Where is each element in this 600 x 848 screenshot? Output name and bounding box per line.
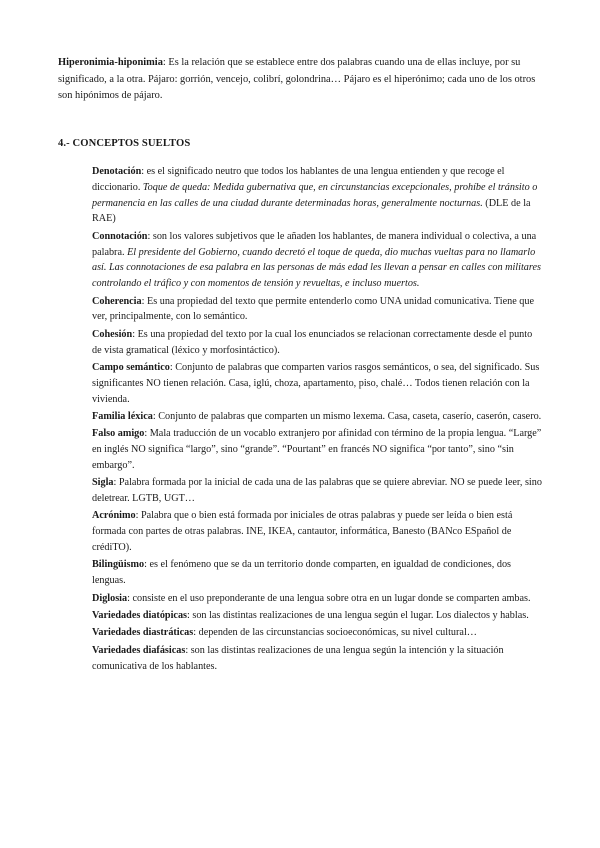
concept-example: Toque de queda: Medida gubernativa que, en circunstancias excepcionales, prohíbe el tránsito o permanencia en las calles de una ciudad durante determinadas horas, generalmente nocturnas. bbox=[92, 181, 538, 209]
concept-text: : Palabra formada por la inicial de cada una de las palabras que se quiere abreviar. NO se puede leer, sino deletrear. LGTB, UGT… bbox=[92, 477, 542, 505]
concept-sigla bbox=[92, 475, 544, 507]
intro-paragraph bbox=[58, 55, 542, 105]
intro-term: Hiperonimia-hiponimia bbox=[58, 57, 163, 68]
concept-denotacion bbox=[92, 164, 544, 227]
concept-text: : consiste en el uso preponderante de una lengua sobre otra en un lugar donde se comparten ambas. bbox=[127, 592, 531, 604]
concept-term: Diglosia bbox=[92, 592, 128, 604]
concept-term: Familia léxica bbox=[92, 410, 153, 422]
concept-term: Denotación bbox=[92, 166, 142, 177]
concept-term: Bilingüismo bbox=[92, 559, 145, 571]
concept-coherencia bbox=[92, 294, 544, 326]
concept-text: : es el significado neutro que todos los hablantes de una lengua entienden y que recoge el diccionario. bbox=[92, 166, 505, 193]
concept-text: : son las distintas realizaciones de una lengua según la intención y la situación comunicativa de los hablantes. bbox=[92, 644, 504, 672]
concept-variedades-diastraticas bbox=[92, 625, 544, 641]
concept-term: Cohesión bbox=[92, 328, 133, 340]
concept-text: : son las distintas realizaciones de una lengua según el lugar. Los dialectos y hablas. bbox=[187, 610, 529, 622]
concept-source: (DLE de la RAE) bbox=[92, 197, 531, 225]
concept-term: Variedades diatópicas bbox=[92, 610, 187, 622]
concept-term: Falso amigo bbox=[92, 428, 145, 440]
section-heading: 4.- CONCEPTOS SUELTOS bbox=[58, 138, 191, 149]
concept-acronimo bbox=[92, 508, 544, 555]
concept-example: El presidente del Gobierno, cuando decretó el toque de queda, dio muchas vueltas para no llamarlo así. Las connotaciones de esa palabra en las personas de más edad les llevan a pensar en calles con militares controlando el tráfico y con momentos de tensión y revueltas, e incluso muertos. bbox=[92, 246, 541, 290]
concept-bilinguismo bbox=[92, 557, 544, 589]
concept-variedades-diatopicas bbox=[92, 608, 544, 624]
concept-text: : Es una propiedad del texto por la cual los enunciados se relacionan correctamente desde el punto de vista gramatical (léxico y morfosintáctico). bbox=[92, 328, 533, 356]
concept-text: : dependen de las circunstancias socioeconómicas, su nivel cultural… bbox=[193, 627, 477, 639]
concept-diglosia bbox=[92, 591, 544, 607]
concept-falso-amigo bbox=[92, 426, 544, 473]
concept-campo-semantico bbox=[92, 360, 544, 407]
concept-familia-lexica bbox=[92, 409, 544, 425]
concept-term: Variedades diafásicas bbox=[92, 644, 186, 656]
concept-variedades-diafasicas bbox=[92, 643, 544, 675]
concept-term: Acrónimo bbox=[92, 510, 136, 522]
concept-connotacion bbox=[92, 229, 544, 292]
concept-term: Variedades diastráticas bbox=[92, 627, 194, 639]
concept-text: : Palabra que o bien está formada por iniciales de otras palabras y puede ser leída o bien está formada con partes de otras palabras. INE, IKEA, cantautor, informática, Banesto (BANco ESpañol de crédiTO). bbox=[92, 510, 513, 554]
concept-cohesion bbox=[92, 327, 544, 359]
concept-text: : Es una propiedad del texto que permite entenderlo como UNA unidad comunicativa. Tiene que ver, principalmente, con lo semántico. bbox=[92, 295, 535, 323]
concept-text: : es el fenómeno que se da un territorio donde comparten, en igualdad de condiciones, dos lenguas. bbox=[92, 559, 512, 587]
concept-term: Sigla bbox=[92, 477, 114, 489]
concept-text: : Mala traducción de un vocablo extranjero por afinidad con término de la propia lengua. “Large” en inglés NO significa “largo”, sino “grande”. “Pourtant” en francés NO significa “por tanto”, sino “sin embargo”. bbox=[92, 428, 542, 471]
concept-text: : Conjunto de palabras que comparten varios rasgos semánticos, o sea, del significado. Sus significantes NO tienen relación. Casa, iglú, choza, apartamento, piso, chalé… Todos tienen relación con la vivienda. bbox=[92, 361, 540, 405]
concept-text: : Conjunto de palabras que comparten un mismo lexema. Casa, caseta, caserío, caserón, casero. bbox=[152, 410, 542, 422]
concepts-list bbox=[92, 164, 544, 676]
concept-text: : son los valores subjetivos que le añaden los hablantes, de manera individual o colectiva, a una palabra. bbox=[92, 230, 537, 258]
concept-term: Connotación bbox=[92, 230, 148, 242]
intro-text: : Es la relación que se establece entre dos palabras cuando una de ellas incluye, por su significado, a la otra. Pájaro: gorrión, vencejo, colibrí, golondrina… Pájaro es el hiperónimo; cada uno de los otros son hipónimos de pájaro. bbox=[58, 57, 536, 101]
concept-term: Coherencia bbox=[92, 295, 142, 307]
concept-term: Campo semántico bbox=[92, 361, 170, 373]
